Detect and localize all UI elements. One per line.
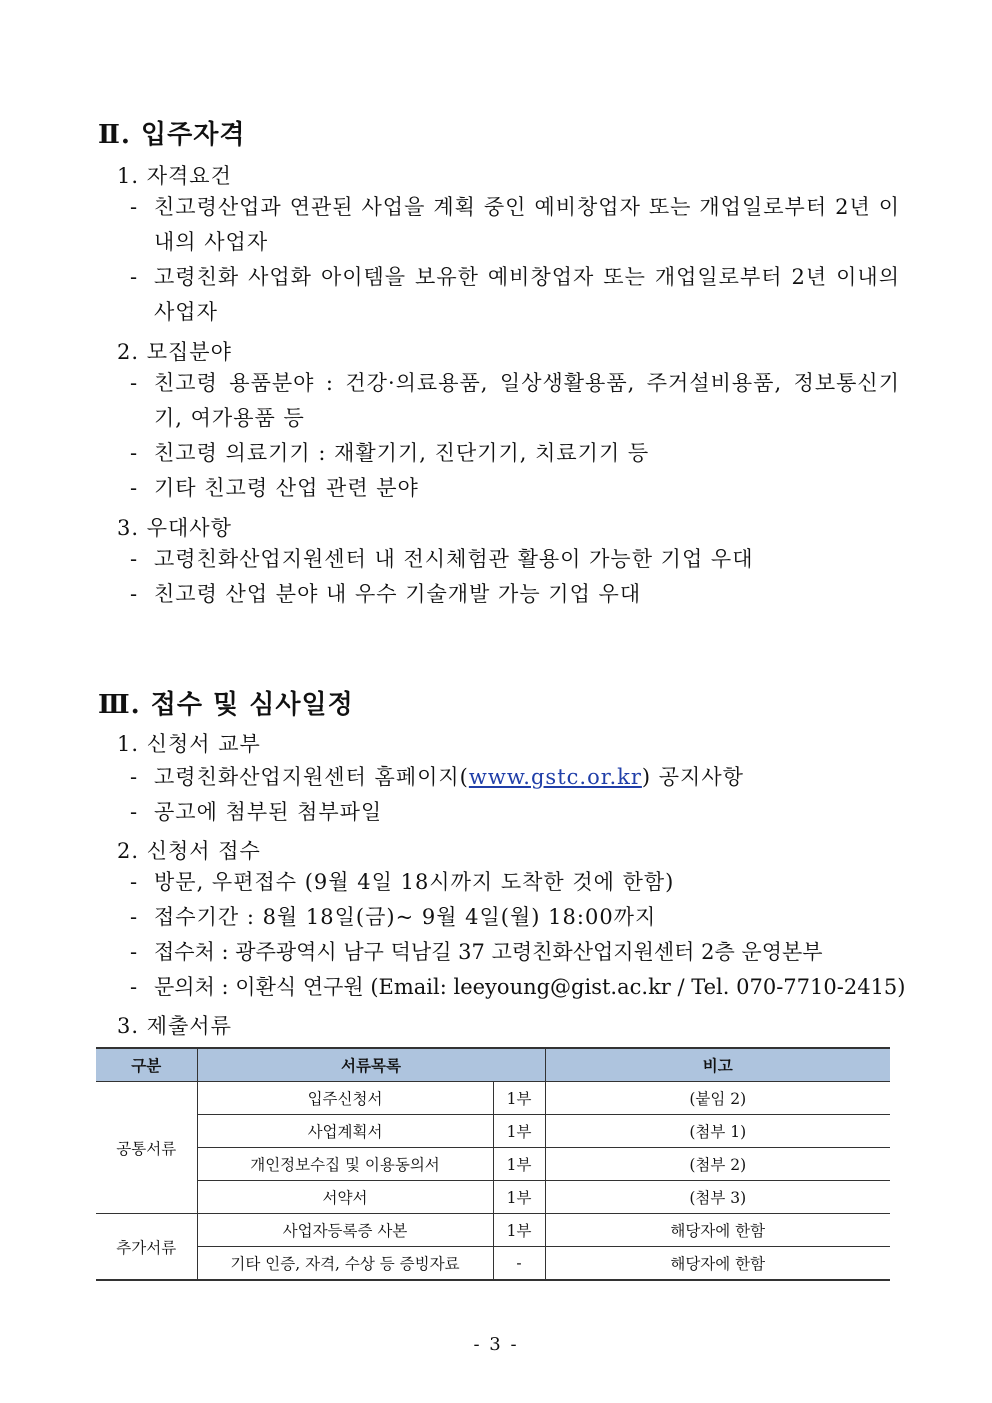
page-number: - 3 -: [473, 1334, 519, 1355]
header-remarks: 비고: [545, 1048, 890, 1082]
list-item: - 고령친화산업지원센터 홈페이지(www.gstc.or.kr) 공지사항: [130, 760, 900, 795]
list-item: - 문의처 : 이환식 연구원 (Email: leeyoung@gist.ac.kr / Tel. 070-7710-2415): [130, 970, 906, 1005]
dash-bullet: -: [130, 870, 139, 894]
list-item: - 친고령산업과 연관된 사업을 계획 중인 예비창업자 또는 개업일로부터 2년 이내의 사업자: [130, 190, 900, 260]
table-row: [96, 1148, 890, 1181]
group-name: 추가서류: [96, 1214, 197, 1281]
section-2-heading: Ⅱ. 입주자격: [98, 120, 246, 150]
list-item: - 방문, 우편접수 (9월 4일 18시까지 도착한 것에 한함): [130, 865, 900, 900]
doc-note: (붙임 2): [545, 1082, 890, 1115]
doc-qty: 1부: [493, 1214, 545, 1247]
dash-bullet: -: [130, 800, 139, 824]
table-row: [96, 1115, 890, 1148]
list-item: - 친고령 의료기기 : 재활기기, 진단기기, 치료기기 등: [130, 436, 900, 471]
doc-name: 서약서: [197, 1181, 493, 1214]
dash-bullet: -: [130, 265, 139, 289]
list-item: - 고령친화 사업화 아이템을 보유한 예비창업자 또는 개업일로부터 2년 이내의 사업자: [130, 260, 900, 330]
table-row: [96, 1082, 890, 1115]
list-item: - 기타 친고령 산업 관련 분야: [130, 471, 900, 506]
list-item: - 친고령 산업 분야 내 우수 기술개발 가능 기업 우대: [130, 577, 900, 612]
header-category: 구분: [96, 1048, 197, 1082]
dash-bullet: -: [130, 547, 139, 571]
section-2-sub-3-label: 3. 우대사항: [117, 516, 232, 540]
doc-qty: -: [493, 1247, 545, 1281]
doc-name: 사업자등록증 사본: [197, 1214, 493, 1247]
doc-note: 해당자에 한함: [545, 1214, 890, 1247]
group-name: 공통서류: [96, 1082, 197, 1214]
section-3-sub-1-label: 1. 신청서 교부: [117, 732, 261, 756]
list-item: - 접수기간 : 8월 18일(금)~ 9월 4일(월) 18:00까지: [130, 900, 900, 935]
dash-bullet: -: [130, 441, 139, 465]
dash-bullet: -: [130, 975, 138, 999]
doc-qty: 1부: [493, 1082, 545, 1115]
table-row: [96, 1214, 890, 1247]
doc-name: 기타 인증, 자격, 수상 등 증빙자료: [197, 1247, 493, 1281]
doc-name: 개인정보수집 및 이용동의서: [197, 1148, 493, 1181]
dash-bullet: -: [130, 582, 139, 606]
doc-qty: 1부: [493, 1148, 545, 1181]
doc-note: (첨부 3): [545, 1181, 890, 1214]
list-item: - 접수처 : 광주광역시 남구 덕남길 37 고령친화산업지원센터 2층 운영본부: [130, 935, 906, 970]
doc-qty: 1부: [493, 1181, 545, 1214]
homepage-link[interactable]: www.gstc.or.kr: [468, 765, 642, 789]
doc-note: (첨부 1): [545, 1115, 890, 1148]
doc-note: 해당자에 한함: [545, 1247, 890, 1281]
table-row: [96, 1181, 890, 1214]
doc-name: 입주신청서: [197, 1082, 493, 1115]
table-header-row: [96, 1048, 890, 1082]
dash-bullet: -: [130, 476, 139, 500]
header-doc-list: 서류목록: [197, 1048, 545, 1082]
list-item: - 친고령 용품분야 : 건강·의료용품, 일상생활용품, 주거설비용품, 정보통신기기, 여가용품 등: [130, 366, 900, 436]
documents-table: [96, 1047, 890, 1281]
list-item: - 고령친화산업지원센터 내 전시체험관 활용이 가능한 기업 우대: [130, 542, 900, 577]
table-row: [96, 1247, 890, 1281]
dash-bullet: -: [130, 195, 139, 219]
section-2-sub-2-label: 2. 모집분야: [117, 340, 232, 364]
section-2-sub-1-label: 1. 자격요건: [117, 164, 232, 188]
doc-name: 사업계획서: [197, 1115, 493, 1148]
dash-bullet: -: [130, 940, 138, 964]
section-3-heading: Ⅲ. 접수 및 심사일정: [98, 690, 354, 720]
dash-bullet: -: [130, 905, 139, 929]
section-3-sub-3-label: 3. 제출서류: [117, 1014, 232, 1038]
dash-bullet: -: [130, 371, 139, 395]
doc-qty: 1부: [493, 1115, 545, 1148]
doc-note: (첨부 2): [545, 1148, 890, 1181]
section-3-sub-2-label: 2. 신청서 접수: [117, 839, 261, 863]
dash-bullet: -: [130, 765, 139, 789]
list-item: - 공고에 첨부된 첨부파일: [130, 795, 900, 830]
